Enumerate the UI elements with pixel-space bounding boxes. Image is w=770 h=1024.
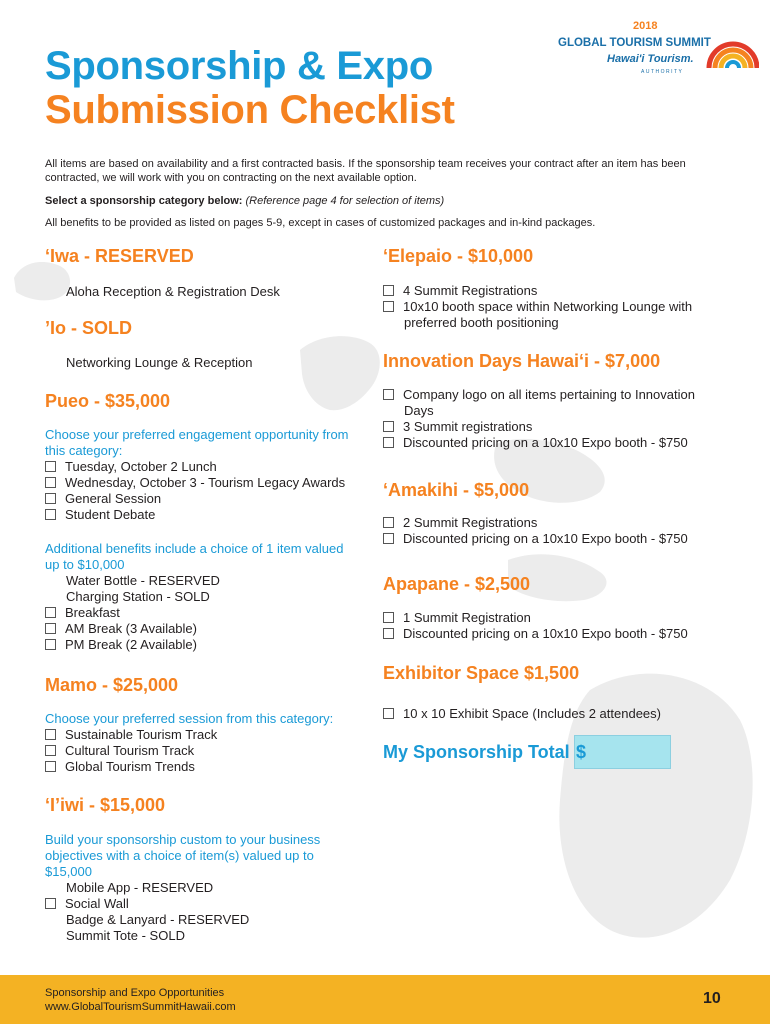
option-label: 4 Summit Registrations — [403, 283, 538, 298]
option-label: Wednesday, October 3 - Tourism Legacy Awards — [65, 475, 346, 490]
sponsorship-total-field[interactable] — [574, 735, 671, 769]
elepaio-items — [383, 283, 692, 331]
option-label: 10 x 10 Exhibit Space (Includes 2 attendees) — [403, 706, 661, 721]
page-title-line2: Submission Checklist — [45, 88, 455, 132]
amakihi-heading: ‘Amakihi - $5,000 — [383, 480, 530, 500]
checkbox[interactable] — [383, 708, 394, 719]
footer-text — [45, 986, 236, 1014]
checkbox[interactable] — [45, 461, 56, 472]
apapane-items — [383, 610, 688, 642]
option-label-continued: preferred booth positioning — [404, 315, 559, 330]
pueo-extra-option[interactable] — [45, 605, 220, 621]
option-label: Breakfast — [65, 605, 120, 620]
iiwi-heading: ‘I’iwi - $15,000 — [45, 795, 166, 815]
elepaio-heading: ‘Elepaio - $10,000 — [383, 246, 534, 266]
iiwi-items — [45, 880, 249, 944]
exhibitor-heading: Exhibitor Space $1,500 — [383, 663, 580, 683]
exhibitor-option[interactable] — [383, 706, 661, 722]
apapane-heading: Apapane - $2,500 — [383, 574, 531, 594]
option-label: Sustainable Tourism Track — [65, 727, 218, 742]
pueo-option[interactable] — [45, 491, 345, 507]
select-instruction-italic: (Reference page 4 for selection of items) — [245, 195, 445, 207]
apapane-option[interactable] — [383, 626, 688, 642]
pueo-extra-option[interactable] — [45, 621, 220, 637]
reserved-item: Charging Station - SOLD — [66, 589, 210, 604]
iwa-item: Aloha Reception & Registration Desk — [66, 284, 280, 299]
page-title-line1: Sponsorship & Expo — [45, 44, 433, 88]
innovation-heading: Innovation Days Hawai‘i - $7,000 — [383, 351, 661, 371]
option-label: 2 Summit Registrations — [403, 515, 538, 530]
checkbox[interactable] — [383, 628, 394, 639]
checkbox[interactable] — [383, 421, 394, 432]
innovation-option[interactable] — [383, 435, 695, 451]
mamo-heading: Mamo - $25,000 — [45, 675, 179, 695]
checkbox[interactable] — [45, 729, 56, 740]
exhibitor-items — [383, 706, 661, 722]
checkbox[interactable] — [45, 639, 56, 650]
checkbox[interactable] — [45, 623, 56, 634]
pueo-heading: Pueo - $35,000 — [45, 391, 171, 411]
option-label: PM Break (2 Available) — [65, 637, 197, 652]
option-label: Tuesday, October 2 Lunch — [65, 459, 217, 474]
mamo-choose-text: Choose your preferred session from this category: — [45, 711, 334, 726]
summit-logo — [555, 14, 760, 86]
select-instruction-bold: Select a sponsorship category below: — [45, 195, 243, 207]
option-label: Discounted pricing on a 10x10 Expo booth - $750 — [403, 626, 688, 641]
mamo-options — [45, 727, 217, 775]
iwa-heading: ‘Iwa - RESERVED — [45, 246, 194, 266]
apapane-option[interactable] — [383, 610, 688, 626]
checkbox[interactable] — [383, 301, 394, 312]
pueo-option[interactable] — [45, 507, 345, 523]
reserved-item: Mobile App - RESERVED — [66, 880, 214, 895]
mamo-option[interactable] — [45, 759, 217, 775]
option-label: Cultural Tourism Track — [65, 743, 195, 758]
option-label: Company logo on all items pertaining to Innovation — [403, 387, 695, 402]
pueo-extra-option[interactable] — [45, 637, 220, 653]
pueo-additional-text: Additional benefits include a choice of 1 item valued up to $10,000 — [45, 541, 344, 572]
checkbox[interactable] — [45, 745, 56, 756]
mamo-option[interactable] — [45, 743, 217, 759]
checkbox[interactable] — [45, 493, 56, 504]
iiwi-option[interactable] — [45, 896, 249, 912]
mamo-option[interactable] — [45, 727, 217, 743]
benefits-note: All benefits to be provided as listed on pages 5-9, except in cases of customized packages and in-kind packages. — [45, 217, 596, 229]
option-label: 1 Summit Registration — [403, 610, 531, 625]
innovation-option[interactable] — [383, 419, 695, 435]
footer-url[interactable]: www.GlobalTourismSummitHawaii.com — [45, 1001, 236, 1013]
rainbow-icon — [703, 14, 759, 74]
option-label: Global Tourism Trends — [65, 759, 195, 774]
elepaio-option[interactable] — [383, 299, 692, 315]
pueo-choose-text: Choose your preferred engagement opportunity from this category: — [45, 427, 349, 458]
iiwi-build-text: Build your sponsorship custom to your business objectives with a choice of item(s) valued up to $15,000 — [45, 832, 321, 879]
logo-name: GLOBAL TOURISM SUMMIT — [558, 37, 711, 49]
pueo-extra-list — [45, 573, 220, 653]
option-label: AM Break (3 Available) — [65, 621, 197, 636]
option-label: Social Wall — [65, 896, 129, 911]
option-label: Student Debate — [65, 507, 156, 522]
checkbox[interactable] — [383, 437, 394, 448]
checkbox[interactable] — [45, 509, 56, 520]
checkbox[interactable] — [383, 389, 394, 400]
checkbox[interactable] — [383, 285, 394, 296]
checkbox[interactable] — [383, 612, 394, 623]
innovation-option[interactable] — [383, 387, 695, 403]
sponsorship-total-label: My Sponsorship Total — [383, 742, 570, 762]
reserved-item: Water Bottle - RESERVED — [66, 573, 220, 588]
intro-paragraph: All items are based on availability and a first contracted basis. If the sponsorship team receives your contract after an item has been contracted, we will work with you on contracting on the next available option. — [45, 158, 686, 184]
amakihi-items — [383, 515, 688, 547]
logo-org: Hawai'i Tourism. — [607, 53, 694, 65]
option-label: Discounted pricing on a 10x10 Expo booth - $750 — [403, 435, 688, 450]
amakihi-option[interactable] — [383, 531, 688, 547]
logo-org-sub: AUTHORITY — [641, 69, 684, 75]
footer-line1: Sponsorship and Expo Opportunities — [45, 987, 225, 999]
innovation-items — [383, 387, 695, 451]
currency-symbol: $ — [576, 742, 587, 762]
io-heading: ’Io - SOLD — [45, 318, 132, 338]
reserved-item: Badge & Lanyard - RESERVED — [66, 912, 250, 927]
elepaio-option[interactable] — [383, 283, 692, 299]
logo-year: 2018 — [633, 20, 658, 32]
option-label-continued: Days — [404, 403, 434, 418]
reserved-item: Summit Tote - SOLD — [66, 928, 185, 943]
amakihi-option[interactable] — [383, 515, 688, 531]
io-item: Networking Lounge & Reception — [66, 355, 253, 370]
checkbox[interactable] — [45, 607, 56, 618]
checkbox[interactable] — [45, 898, 56, 909]
checkbox[interactable] — [45, 477, 56, 488]
pueo-option[interactable] — [45, 459, 345, 475]
pueo-options — [45, 459, 345, 523]
checkbox[interactable] — [45, 761, 56, 772]
checkbox[interactable] — [383, 517, 394, 528]
checkbox[interactable] — [383, 533, 394, 544]
option-label: 3 Summit registrations — [403, 419, 533, 434]
option-label: General Session — [65, 491, 162, 506]
select-instruction — [45, 194, 735, 208]
option-label: 10x10 booth space within Networking Lounge with — [403, 299, 693, 314]
pueo-option[interactable] — [45, 475, 345, 491]
page-number: 10 — [703, 990, 721, 1007]
option-label: Discounted pricing on a 10x10 Expo booth - $750 — [403, 531, 688, 546]
